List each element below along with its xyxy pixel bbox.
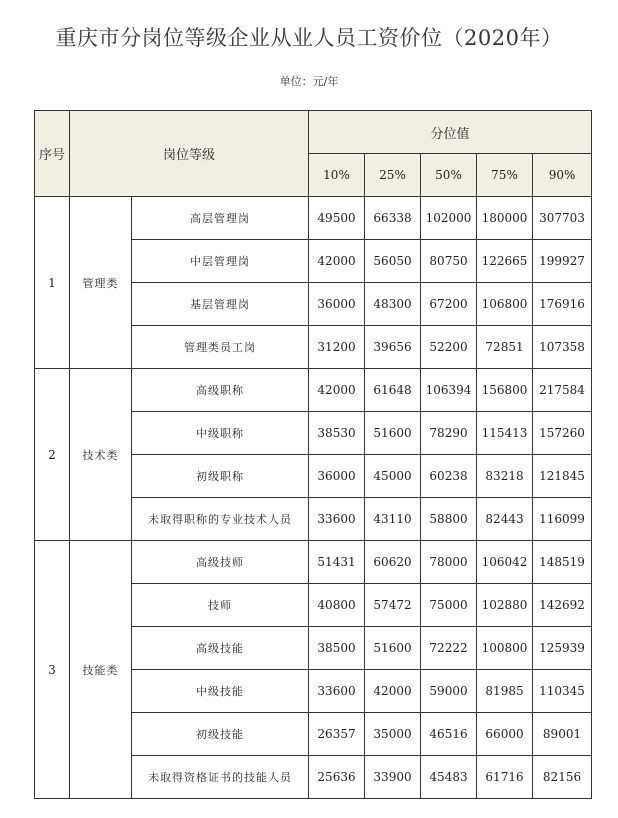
group-index-cell: 2 (35, 369, 70, 541)
value-cell: 58800 (421, 498, 477, 541)
position-cell: 中级职称 (132, 412, 309, 455)
value-cell: 60620 (365, 541, 421, 584)
position-cell: 高级职称 (132, 369, 309, 412)
unit-label: 单位：元/年 (279, 75, 339, 88)
value-cell: 106394 (421, 369, 477, 412)
value-cell: 42000 (309, 240, 365, 283)
value-cell: 40800 (309, 584, 365, 627)
position-cell: 初级职称 (132, 455, 309, 498)
group-category-cell: 技能类 (70, 541, 132, 799)
value-cell: 66000 (477, 713, 533, 756)
table-body (35, 197, 592, 799)
value-cell: 102880 (477, 584, 533, 627)
value-cell: 80750 (421, 240, 477, 283)
value-cell: 75000 (421, 584, 477, 627)
value-cell: 125939 (533, 627, 592, 670)
table-row (35, 197, 592, 240)
value-cell: 142692 (533, 584, 592, 627)
value-cell: 307703 (533, 197, 592, 240)
value-cell: 157260 (533, 412, 592, 455)
value-cell: 78000 (421, 541, 477, 584)
value-cell: 35000 (365, 713, 421, 756)
value-cell: 31200 (309, 326, 365, 369)
position-cell: 基层管理岗 (132, 283, 309, 326)
header-grade: 岗位等级 (70, 111, 309, 197)
value-cell: 46516 (421, 713, 477, 756)
value-cell: 61716 (477, 756, 533, 799)
header-p50: 50% (421, 154, 477, 197)
value-cell: 45000 (365, 455, 421, 498)
value-cell: 67200 (421, 283, 477, 326)
value-cell: 36000 (309, 283, 365, 326)
value-cell: 51600 (365, 627, 421, 670)
value-cell: 38500 (309, 627, 365, 670)
value-cell: 42000 (365, 670, 421, 713)
value-cell: 106800 (477, 283, 533, 326)
value-cell: 116099 (533, 498, 592, 541)
value-cell: 52200 (421, 326, 477, 369)
position-cell: 中层管理岗 (132, 240, 309, 283)
value-cell: 39656 (365, 326, 421, 369)
value-cell: 48300 (365, 283, 421, 326)
value-cell: 176916 (533, 283, 592, 326)
value-cell: 25636 (309, 756, 365, 799)
value-cell: 199927 (533, 240, 592, 283)
header-p90: 90% (533, 154, 592, 197)
value-cell: 43110 (365, 498, 421, 541)
value-cell: 83218 (477, 455, 533, 498)
value-cell: 66338 (365, 197, 421, 240)
position-cell: 高级技能 (132, 627, 309, 670)
header-p25: 25% (365, 154, 421, 197)
value-cell: 33900 (365, 756, 421, 799)
value-cell: 100800 (477, 627, 533, 670)
value-cell: 82443 (477, 498, 533, 541)
value-cell: 56050 (365, 240, 421, 283)
header-percentile-group: 分位值 (309, 111, 592, 154)
value-cell: 49500 (309, 197, 365, 240)
value-cell: 51431 (309, 541, 365, 584)
value-cell: 38530 (309, 412, 365, 455)
position-cell: 未取得资格证书的技能人员 (132, 756, 309, 799)
value-cell: 72222 (421, 627, 477, 670)
position-cell: 中级技能 (132, 670, 309, 713)
value-cell: 148519 (533, 541, 592, 584)
value-cell: 78290 (421, 412, 477, 455)
table-row (35, 369, 592, 412)
page-title: 重庆市分岗位等级企业从业人员工资价位（2020年） (55, 26, 563, 50)
header-p75: 75% (477, 154, 533, 197)
value-cell: 115413 (477, 412, 533, 455)
value-cell: 33600 (309, 498, 365, 541)
value-cell: 33600 (309, 670, 365, 713)
group-category-cell: 管理类 (70, 197, 132, 369)
value-cell: 61648 (365, 369, 421, 412)
value-cell: 72851 (477, 326, 533, 369)
header-p10: 10% (309, 154, 365, 197)
group-category-cell: 技术类 (70, 369, 132, 541)
value-cell: 45483 (421, 756, 477, 799)
value-cell: 89001 (533, 713, 592, 756)
salary-table (34, 110, 592, 799)
value-cell: 122665 (477, 240, 533, 283)
value-cell: 59000 (421, 670, 477, 713)
group-index-cell: 1 (35, 197, 70, 369)
position-cell: 未取得职称的专业技术人员 (132, 498, 309, 541)
value-cell: 121845 (533, 455, 592, 498)
value-cell: 57472 (365, 584, 421, 627)
value-cell: 217584 (533, 369, 592, 412)
value-cell: 60238 (421, 455, 477, 498)
value-cell: 110345 (533, 670, 592, 713)
value-cell: 102000 (421, 197, 477, 240)
value-cell: 180000 (477, 197, 533, 240)
value-cell: 106042 (477, 541, 533, 584)
table-row (35, 541, 592, 584)
value-cell: 51600 (365, 412, 421, 455)
value-cell: 81985 (477, 670, 533, 713)
value-cell: 156800 (477, 369, 533, 412)
value-cell: 42000 (309, 369, 365, 412)
position-cell: 初级技能 (132, 713, 309, 756)
group-index-cell: 3 (35, 541, 70, 799)
value-cell: 82156 (533, 756, 592, 799)
position-cell: 高层管理岗 (132, 197, 309, 240)
value-cell: 107358 (533, 326, 592, 369)
position-cell: 高级技师 (132, 541, 309, 584)
value-cell: 36000 (309, 455, 365, 498)
position-cell: 技师 (132, 584, 309, 627)
value-cell: 26357 (309, 713, 365, 756)
position-cell: 管理类员工岗 (132, 326, 309, 369)
header-index: 序号 (35, 111, 70, 197)
